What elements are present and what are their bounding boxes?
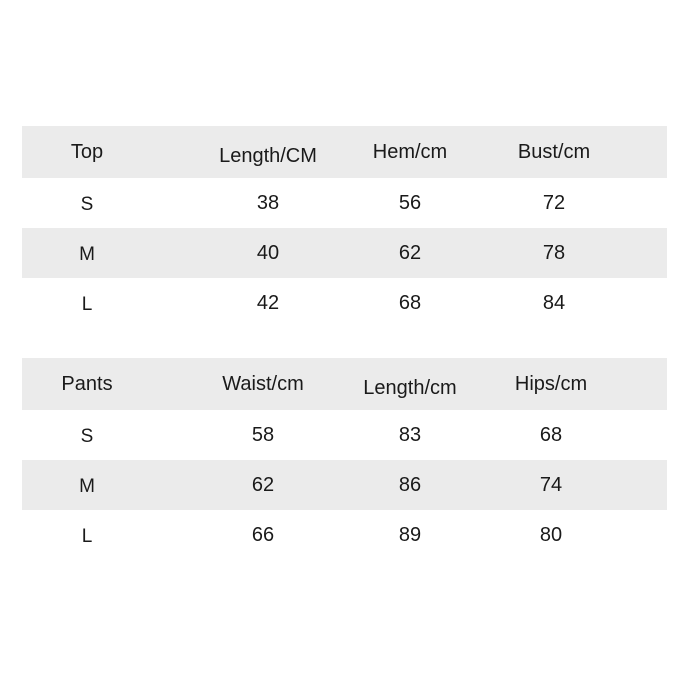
top-header-category: Top	[70, 140, 104, 163]
top-header-bust: Bust/cm	[517, 140, 591, 163]
top-size-table	[22, 126, 667, 328]
pants-header-length: Length/cm	[363, 376, 457, 399]
hips-value: 80	[539, 523, 563, 546]
pants-header-category: Pants	[61, 372, 113, 395]
pants-header-hips: Hips/cm	[514, 372, 588, 395]
length-value: 86	[398, 473, 422, 496]
hem-value: 68	[398, 291, 422, 314]
size-label: M	[79, 244, 95, 265]
size-label: L	[81, 294, 93, 315]
hips-value: 68	[539, 423, 563, 446]
pants-size-table	[22, 358, 667, 560]
waist-value: 62	[251, 473, 275, 496]
length-value: 38	[256, 191, 280, 214]
table-row	[22, 510, 667, 560]
bust-value: 84	[542, 291, 566, 314]
table-row	[22, 410, 667, 460]
top-header-length: Length/CM	[219, 144, 317, 167]
table-row	[22, 278, 667, 328]
length-value: 40	[256, 241, 280, 264]
waist-value: 66	[251, 523, 275, 546]
size-label: M	[79, 476, 95, 497]
top-header-hem: Hem/cm	[372, 140, 448, 163]
bust-value: 72	[542, 191, 566, 214]
bust-value: 78	[542, 241, 566, 264]
table-row	[22, 178, 667, 228]
length-value: 89	[398, 523, 422, 546]
size-label: S	[80, 194, 94, 215]
table-row	[22, 228, 667, 278]
length-value: 83	[398, 423, 422, 446]
size-label: S	[80, 426, 94, 447]
length-value: 42	[256, 291, 280, 314]
top-table-header-row	[22, 126, 667, 178]
pants-table-header-row	[22, 358, 667, 410]
pants-header-waist: Waist/cm	[222, 372, 304, 395]
hips-value: 74	[539, 473, 563, 496]
table-row	[22, 460, 667, 510]
waist-value: 58	[251, 423, 275, 446]
hem-value: 62	[398, 241, 422, 264]
size-label: L	[81, 526, 93, 547]
hem-value: 56	[398, 191, 422, 214]
